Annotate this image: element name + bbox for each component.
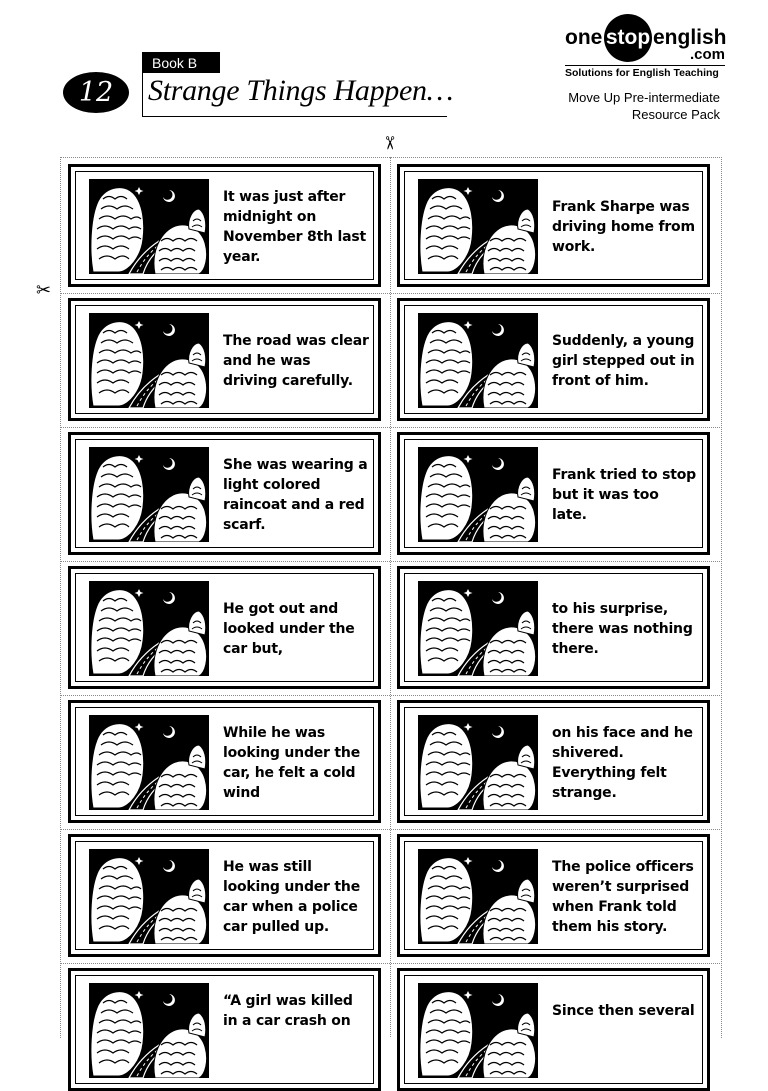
title-rule-vertical bbox=[142, 73, 143, 117]
story-card bbox=[68, 834, 381, 957]
card-text: Frank tried to stop but it was too late. bbox=[552, 467, 697, 523]
story-card bbox=[68, 968, 381, 1091]
night-road-trees-illustration bbox=[89, 983, 209, 1078]
night-road-trees-illustration bbox=[418, 179, 538, 274]
night-road-trees-illustration bbox=[89, 447, 209, 542]
night-road-trees-illustration bbox=[89, 849, 209, 944]
story-card bbox=[68, 432, 381, 555]
story-card bbox=[68, 298, 381, 421]
logo-tagline: Solutions for English Teaching bbox=[565, 67, 719, 79]
logo-stop: stop bbox=[605, 26, 651, 49]
scissors-icon: ✂ bbox=[36, 280, 52, 301]
night-road-trees-illustration bbox=[418, 581, 538, 676]
story-card bbox=[397, 298, 710, 421]
story-card bbox=[397, 432, 710, 555]
cut-line-vertical bbox=[390, 157, 391, 1037]
card-text: Frank Sharpe was driving home from work. bbox=[552, 199, 695, 255]
book-label bbox=[142, 52, 220, 73]
card-text: on his face and he shivered. Everything felt strange. bbox=[552, 725, 693, 801]
night-road-trees-illustration bbox=[89, 715, 209, 810]
logo-stop-circle bbox=[604, 14, 652, 62]
card-text: The police officers weren’t surprised when Frank told them his story. bbox=[552, 859, 694, 935]
logo-rule bbox=[565, 65, 725, 66]
card-text: Suddenly, a young girl stepped out in front of him. bbox=[552, 333, 695, 389]
scissors-icon: ✂ bbox=[378, 135, 400, 151]
story-card bbox=[397, 834, 710, 957]
story-card bbox=[397, 968, 710, 1091]
night-road-trees-illustration bbox=[89, 581, 209, 676]
cut-line-horizontal bbox=[60, 561, 720, 562]
unit-number: 12 bbox=[78, 77, 114, 108]
unit-number-badge bbox=[63, 72, 129, 113]
night-road-trees-illustration bbox=[89, 313, 209, 408]
cut-line-horizontal bbox=[60, 293, 720, 294]
card-text: He got out and looked under the car but, bbox=[223, 601, 355, 657]
story-card bbox=[397, 566, 710, 689]
card-text: She was wearing a light colored raincoat and a red scarf. bbox=[223, 457, 368, 533]
card-text: “A girl was killed in a car crash on bbox=[223, 993, 353, 1029]
logo-english: english bbox=[653, 26, 727, 49]
logo-one: one bbox=[565, 26, 603, 49]
series-info bbox=[568, 89, 720, 123]
onestopenglish-logo bbox=[565, 14, 725, 84]
cut-line-horizontal bbox=[60, 829, 720, 830]
story-card bbox=[68, 700, 381, 823]
cut-line-horizontal bbox=[60, 695, 720, 696]
logo-com: .com bbox=[689, 46, 725, 63]
card-text: to his surprise, there was nothing there. bbox=[552, 601, 693, 657]
night-road-trees-illustration bbox=[418, 983, 538, 1078]
series-line-2: Resource Pack bbox=[631, 107, 720, 122]
night-road-trees-illustration bbox=[418, 313, 538, 408]
story-card bbox=[68, 566, 381, 689]
cut-line-horizontal bbox=[60, 427, 720, 428]
page-title: Strange Things Happen… bbox=[148, 74, 454, 107]
card-text: It was just after midnight on November 8th last year. bbox=[223, 189, 366, 265]
story-card bbox=[68, 164, 381, 287]
night-road-trees-illustration bbox=[89, 179, 209, 274]
night-road-trees-illustration bbox=[418, 715, 538, 810]
story-card bbox=[397, 700, 710, 823]
series-line-1: Move Up Pre-intermediate bbox=[568, 90, 720, 105]
card-text: While he was looking under the car, he felt a cold wind bbox=[223, 725, 360, 801]
title-rule-horizontal bbox=[142, 116, 447, 117]
cut-line-horizontal bbox=[60, 963, 720, 964]
card-text: He was still looking under the car when a police car pulled up. bbox=[223, 859, 360, 935]
book-label-text: Book B bbox=[152, 54, 198, 71]
story-card bbox=[397, 164, 710, 287]
card-text: Since then several bbox=[552, 1003, 695, 1019]
card-text: The road was clear and he was driving carefully. bbox=[223, 333, 369, 389]
night-road-trees-illustration bbox=[418, 447, 538, 542]
night-road-trees-illustration bbox=[418, 849, 538, 944]
